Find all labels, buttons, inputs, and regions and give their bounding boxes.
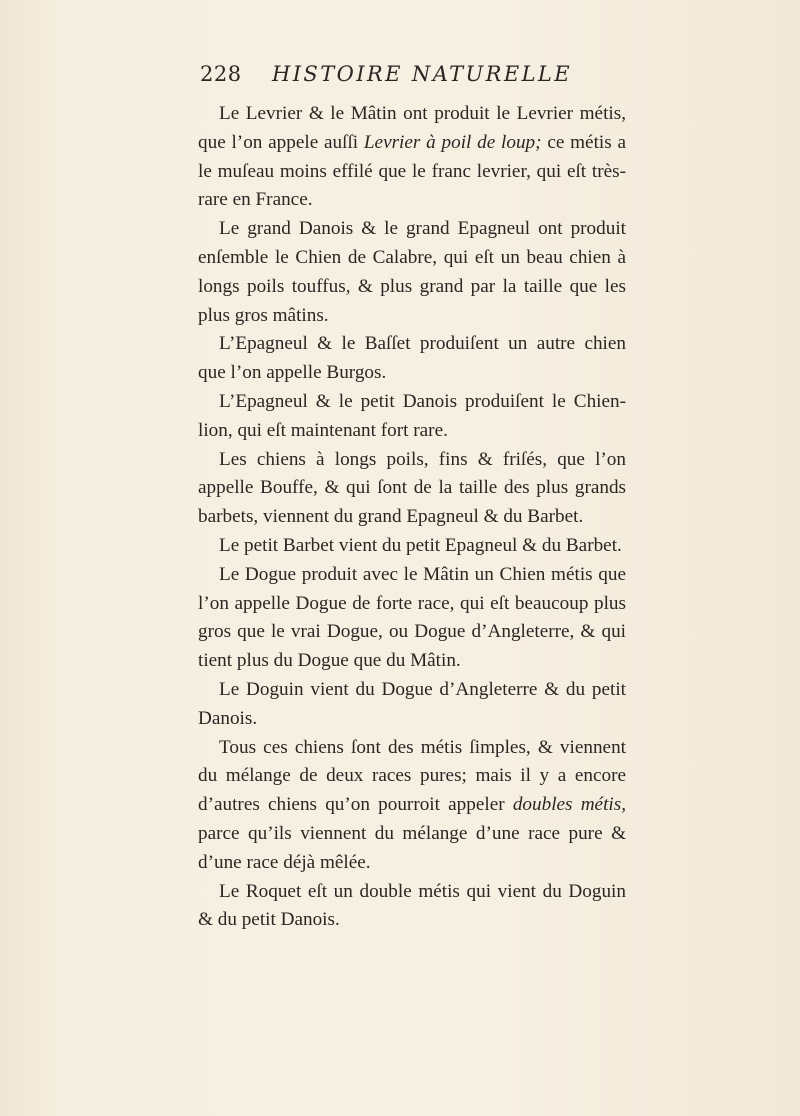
paragraph-roquet: Le Roquet eſt un double métis qui vient du Doguin & du petit Danois.	[198, 880, 626, 931]
paragraph-doguin: Le Doguin vient du Dogue d’Angleterre & du petit Danois.	[198, 678, 626, 729]
paragraph-dogue-forte-race: Le Dogue produit avec le Mâtin un Chien métis que l’on appelle Dogue de forte race, qui eſt beaucoup plus gros que le vrai Dogue, ou Dogue d’Angleterre, & qui tient plus du Dogue que du Mâtin.	[198, 563, 626, 672]
paragraph-chien-lion: L’Epagneul & le petit Danois produiſent le Chien-lion, qui eſt maintenant fort rare.	[198, 390, 626, 441]
paragraph-bouffe: Les chiens à longs poils, fins & friſés, que l’on appelle Bouffe, & qui ſont de la taille des plus grands barbets, viennent du grand Epagneul & du Barbet.	[198, 448, 626, 528]
page-header	[200, 62, 620, 94]
italic-term: doubles métis,	[512, 794, 626, 816]
paragraph-metis-simples: Tous ces chiens ſont des métis ſimples, & viennent du mélange de deux races pures; mais il y a encore d’autres chiens qu’on pourroit appeler doubles métis, parce qu’ils viennent du mélange d’une race pure & d’une race déjà mêlée.	[198, 736, 626, 873]
running-title: HISTOIRE NATURELLE	[272, 62, 572, 86]
body-text	[198, 100, 626, 935]
paragraph-levrier-metis: Le Levrier & le Mâtin ont produit le Levrier métis, que l’on appele auſſi Levrier à poil de loup; ce métis a le muſeau moins effilé que le franc levrier, qui eſt très-rare en France.	[198, 103, 626, 211]
paragraph-chien-calabre: Le grand Danois & le grand Epagneul ont produit enſemble le Chien de Calabre, qui eſt un beau chien à longs poils touffus, & plus grand par la taille que les plus gros mâtins.	[198, 218, 626, 326]
italic-term: Levrier à poil de loup;	[363, 131, 542, 153]
paragraph-burgos: L’Epagneul & le Baſſet produiſent un autre chien que l’on appelle Burgos.	[198, 333, 626, 384]
paragraph-petit-barbet: Le petit Barbet vient du petit Epagneul & du Barbet.	[219, 534, 622, 556]
page-number: 228	[200, 62, 242, 86]
